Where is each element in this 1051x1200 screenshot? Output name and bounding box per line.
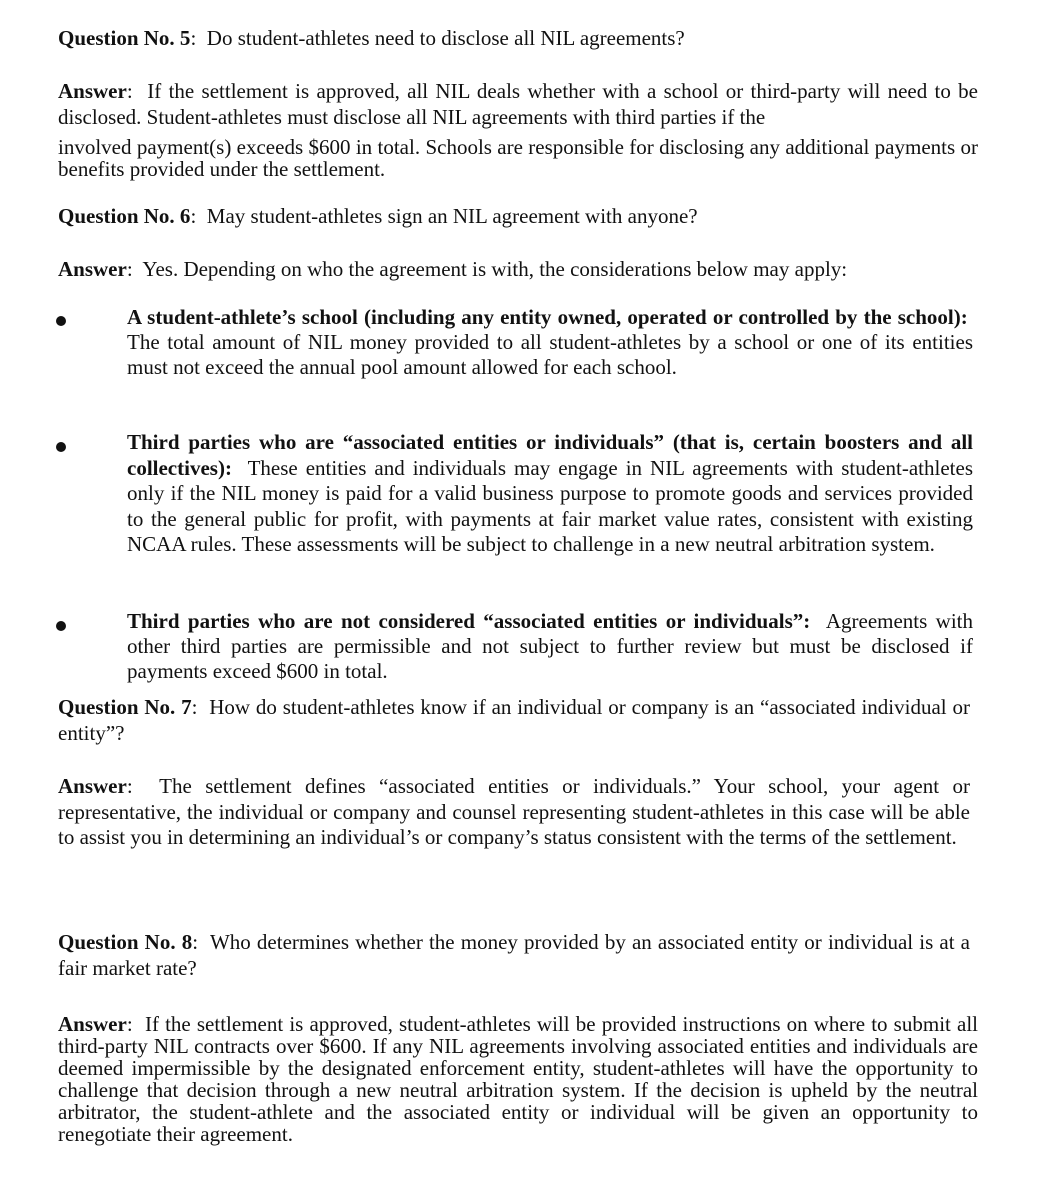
question-6-text: May student-athletes sign an NIL agreement with anyone?	[206, 204, 698, 228]
question-7: Question No. 7: How do student-athletes know if an individual or company is an “associated individual or entity”?	[58, 695, 970, 745]
answer-6-text: Yes. Depending on who the agreement is with, the considerations below may apply:	[142, 257, 848, 281]
bullet-2-heading: Third parties who are “associated entities or individuals” (that is, certain boosters and all collectives):	[127, 430, 973, 480]
answer-7: Answer: The settlement defines “associated entities or individuals.” Your school, your agent or representative, the individual or company and counsel representing student-athletes in this case will be able to assist you in determining an individual’s or company’s status consistent with the terms of the settlement.	[58, 774, 970, 849]
question-5: Question No. 5: Do student-athletes need to disclose all NIL agreements?	[58, 26, 685, 50]
answer-5-text-1: If the settlement is approved, all NIL deals whether with a school or third-party will need to be disclosed. Student-athletes must disclose all NIL agreements with third parties if the	[58, 79, 978, 129]
bullet-1-dot	[56, 316, 66, 326]
answer-6-label: Answer	[58, 257, 127, 281]
bullet-1-text: The total amount of NIL money provided to all student-athletes by a school or one of its entities must not exceed the annual pool amount allowed for each school.	[127, 330, 973, 379]
question-6-label: Question No. 6	[58, 204, 191, 228]
answer-5-label: Answer	[58, 79, 127, 103]
answer-8: Answer: If the settlement is approved, student-athletes will be provided instructions on where to submit all third-party NIL contracts over $600. If any NIL agreements involving associated entities and individuals are deemed impermissible by the designated enforcement entity, student-athletes will have the opportunity to challenge that decision through a new neutral arbitration system. If the decision is upheld by the neutral arbitrator, the student-athlete and the associated entity or individual will be given an opportunity to renegotiate their agreement.	[58, 1012, 978, 1146]
bullet-3	[127, 609, 973, 684]
answer-8-text: If the settlement is approved, student-athletes will be provided instructions on where to submit all third-party NIL contracts over $600. If any NIL agreements involving associated entities and individuals are deemed impermissible by the designated enforcement entity, student-athletes will have the opportunity to challenge that decision through a new neutral arbitration system. If the decision is upheld by the neutral arbitrator, the student-athlete and the associated entity or individual will be given an opportunity to renegotiate their agreement.	[58, 1012, 978, 1146]
bullet-1-heading: A student-athlete’s school (including any entity owned, operated or controlled by the school):	[127, 305, 968, 329]
bullet-2-dot	[56, 442, 66, 452]
answer-8-label: Answer	[58, 1012, 127, 1036]
answer-7-label: Answer	[58, 774, 127, 798]
question-6: Question No. 6: May student-athletes sign an NIL agreement with anyone?	[58, 204, 698, 228]
question-8-text: Who determines whether the money provided by an associated entity or individual is at a fair market rate?	[58, 930, 970, 980]
answer-5-text-2: involved payment(s) exceeds $600 in total. Schools are responsible for disclosing any additional payments or benefits provided under the settlement.	[58, 135, 978, 181]
answer-5-part-2	[58, 136, 978, 180]
bullet-3-heading: Third parties who are not considered “associated entities or individuals”:	[127, 609, 811, 633]
question-5-text: Do student-athletes need to disclose all NIL agreements?	[206, 26, 685, 50]
bullet-2	[127, 430, 973, 558]
question-8: Question No. 8: Who determines whether the money provided by an associated entity or individual is at a fair market rate?	[58, 930, 970, 980]
bullet-3-text: Agreements with other third parties are permissible and not subject to further review but must be disclosed if payments exceed $600 in total.	[127, 609, 974, 683]
question-8-label: Question No. 8	[58, 930, 193, 954]
bullet-1	[127, 305, 973, 380]
answer-5-part-1: Answer: If the settlement is approved, all NIL deals whether with a school or third-party will need to be disclosed. Student-athletes must disclose all NIL agreements with third parties if the	[58, 79, 978, 129]
answer-6: Answer: Yes. Depending on who the agreement is with, the considerations below may apply:	[58, 257, 848, 281]
question-7-text: How do student-athletes know if an individual or company is an “associated individual or entity”?	[58, 695, 970, 745]
bullet-2-text: These entities and individuals may engage in NIL agreements with student-athletes only if the NIL money is paid for a valid business purpose to promote goods and services provided to the general public for profit, with payments at fair market value rates, consistent with existing NCAA rules. These assessments will be subject to challenge in a new neutral arbitration system.	[127, 455, 973, 556]
question-7-label: Question No. 7	[58, 695, 192, 719]
answer-7-text: The settlement defines “associated entities or individuals.” Your school, your agent or representative, the individual or company and counsel representing student-athletes in this case will be able to assist you in determining an individual’s or company’s status consistent with the terms of the settlement.	[58, 774, 970, 849]
question-5-label: Question No. 5	[58, 26, 191, 50]
bullet-3-dot	[56, 621, 66, 631]
